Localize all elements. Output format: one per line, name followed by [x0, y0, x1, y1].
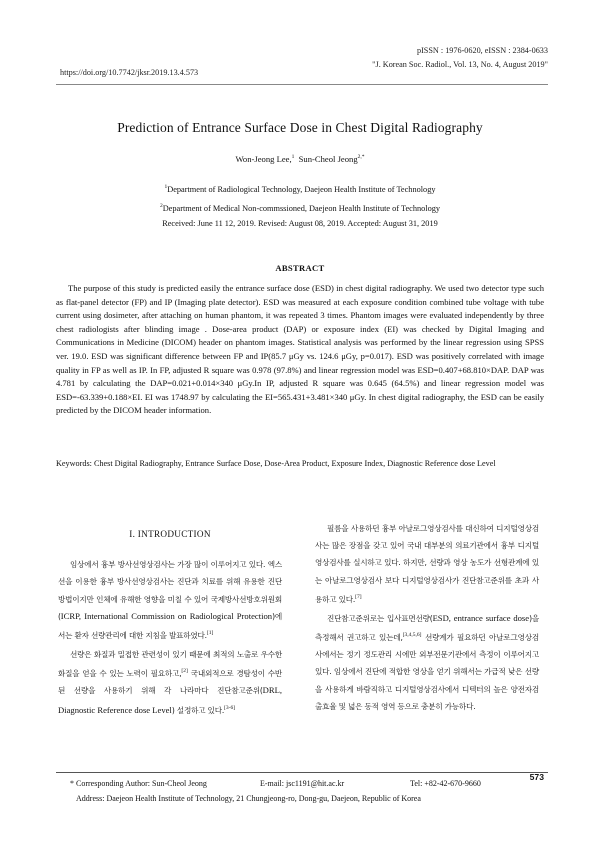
paragraph-text: 선량계가 필요하던 아날로그영상검사에서는 정기 정도관리 시에만 외부전문기관에서 측정이 이루어지고 있다. 임상에서 진단에 적합한 영상을 얻기 위해서는 가급적 낮은 선량을 사용하게 바람직하고 디지털영상검사에서 디텍터의 높은 양전자검출효율 및 넓은 동적 영역 등으로 충분히 가능하다.	[315, 632, 539, 711]
author-list	[0, 154, 600, 164]
paragraph-text: ICRP, International Commission on Radiological Protection	[60, 610, 273, 621]
paragraph-text: 진단참고준위로는 입사표면선량(	[327, 613, 433, 623]
affiliation-mark: 1	[164, 184, 168, 190]
paragraph-text: DRL, Diagnostic Reference dose Level	[58, 685, 282, 715]
paper-title: Prediction of Entrance Surface Dose in Chest Digital Radiography	[117, 120, 483, 135]
email-address[interactable]: E-mail: jsc1191@hit.ac.kr	[260, 779, 345, 788]
header-divider	[56, 84, 548, 85]
paragraph	[58, 556, 282, 644]
paragraph-text: )에서는 환자 선량관리에 대한 지침을 발표하였다.	[58, 611, 282, 640]
paragraph-text: ESD, entrance surface dose	[432, 612, 530, 623]
paragraph-text: 임상에서 흉부 방사선영상검사는 가장 많이 이루어지고 있다. 엑스선을 이용한 흉부 방사선영상검사는 진단과 치료를 위해 유용한 진단 방법이지만 인체에 유해한 영향을 미칠 수 있어 국제방사선방호위원회(	[58, 560, 282, 621]
address: Address: Daejeon Health Institute of Technology, 21 Chungjeong-ro, Dong-gu, Daejeon, Republic of Korea	[76, 794, 421, 803]
journal-citation: "J. Korean Soc. Radiol., Vol. 13, No. 4, August 2019"	[372, 60, 548, 69]
journal-header	[372, 44, 548, 72]
citation-ref[interactable]: [3-6]	[224, 704, 236, 711]
received-dates: Received: June 11 12, 2019. Revised: August 08, 2019. Accepted: August 31, 2019	[162, 219, 438, 228]
citation-ref[interactable]: [2]	[181, 668, 188, 675]
author-affil-mark: 1	[291, 154, 295, 161]
paragraph-text: )을 측정해서 권고하고 있는데,	[315, 613, 539, 642]
telephone: Tel: +82-42-670-9660	[410, 779, 481, 788]
corresponding-author: * Corresponding Author: Sun-Cheol Jeong	[70, 779, 207, 788]
paragraph	[58, 646, 282, 719]
paragraph	[315, 610, 539, 715]
affiliation-item	[0, 198, 600, 217]
page-number: 573	[529, 772, 544, 782]
author-affil-mark: 2,*	[357, 154, 365, 161]
affiliation-text: Department of Medical Non-commssioned, Daejeon Health Institute of Technology	[162, 203, 441, 213]
abstract-heading: ABSTRACT	[275, 263, 325, 273]
citation-ref[interactable]: [7]	[355, 593, 362, 600]
paragraph-text: 국내외적으로 경탐성이 수반된 선량을 사용하기 위해 각 나라마다 진단참고준위(	[58, 669, 282, 696]
author-name: Sun-Cheol Jeong	[298, 154, 358, 164]
citation-ref[interactable]: [1]	[206, 630, 214, 637]
paragraph-text: ) 설정하고 있다.	[171, 705, 225, 715]
section-heading: I. INTRODUCTION	[129, 529, 211, 539]
keywords: Keywords: Chest Digital Radiography, Entrance Surface Dose, Dose-Area Product, Exposure Index, Diagnostic Reference dose Level	[56, 459, 496, 468]
right-column	[315, 520, 539, 717]
affiliation-mark: 2	[159, 202, 163, 209]
left-column	[58, 520, 282, 721]
paragraph	[315, 520, 539, 608]
abstract-body: The purpose of this study is predicted easily the entrance surface dose (ESD) in chest digital radiography. We used two detector type such as flat-panel detector (FP) and IP (Imaging plate detector). ESD was measured at each exposure condition combined tube voltage with tube current using dosimeter, after attaching on human phantom, it was repeated 3 times. Phantom images were evaluated independently by three chest radiologists after blinding image . Dose-area product (DAP) or exposure index (EI) was checked by Digital Imaging and Communications in Medicine (DICOM) header on phantom images. Statistical analysis was performed by the linear regression using SPSS ver. 19.0. ESD was significant difference between FP and IP(85.7 μGy vs. 124.6 μGy, p=0.017). ESD was positively correlated with image quality in FP as well as IP. In FP, adjusted R square was 0.978 (97.8%) and linear regression model was ESD=0.407+68.810×DAP. DAP was 4.781 by calculating the DAP=0.021+0.014×340 μGy.In IP, adjusted R square was 0.645 (64.5%) and linear regression model was ESD=-63.339+0.188×EI. EI was 1748.97 by calculating the EI=565.431+3.481×340 μGy. In chest digital radiography, the ESD can be easily predicted by the DICOM header information.	[56, 283, 544, 416]
issn-line: pISSN : 1976-0620, eISSN : 2384-0633	[416, 46, 548, 55]
affiliation-item	[0, 179, 600, 198]
paragraph-text: 선량은 화질과 밀접한 관련성이 있기 때문에 최적의 노출로 우수한 화질을 얻을 수 있는 노력이 필요하고,	[58, 650, 282, 679]
footer-divider	[56, 772, 548, 773]
affiliation-text: Department of Radiological Technology, Daejeon Health Institute of Technology	[167, 184, 436, 194]
citation-ref[interactable]: [3,4,5,6]	[402, 632, 422, 639]
paragraph-text: 필름을 사용하던 흉부 아날로그영상검사를 대신하여 디지털영상검사는 많은 장점을 갖고 있어 국내 대부분의 의료기관에서 흉부 디지털영상검사를 실시하고 있다. 하지만, 선량과 영상 농도가 선형관계에 있는 아날로그영상검사 보다 디지털영상검사가 진단참고준위를 초과 사용하고 있다.	[315, 524, 539, 604]
affiliations	[0, 179, 600, 217]
author-name: Won-Jeong Lee,	[235, 154, 292, 164]
doi-link[interactable]: https://doi.org/10.7742/jksr.2019.13.4.573	[60, 68, 199, 77]
